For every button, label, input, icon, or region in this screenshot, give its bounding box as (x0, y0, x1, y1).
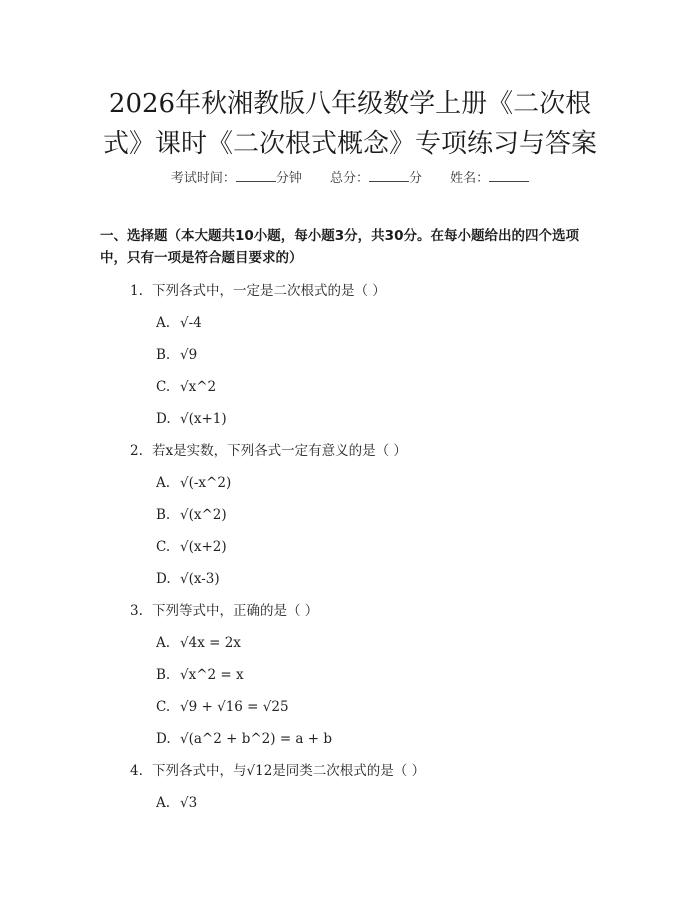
option-letter: C. (156, 699, 171, 715)
option-text: √(-x^2) (180, 475, 232, 491)
option-text: √9 (180, 347, 198, 363)
question-number: 2. (130, 443, 143, 459)
question-stem: 下列各式中，一定是二次根式的是（ ） (152, 283, 386, 299)
question-1 (130, 282, 386, 300)
q3-option-d (156, 730, 332, 748)
q3-option-a (156, 634, 241, 652)
option-letter: D. (156, 571, 171, 587)
q3-option-c (156, 698, 289, 716)
option-letter: A. (156, 795, 171, 811)
score-blank (369, 169, 409, 182)
question-stem: 下列等式中，正确的是（ ） (152, 603, 319, 619)
exam-time (171, 169, 302, 188)
q4-option-a (156, 794, 197, 812)
score-unit: 分 (409, 171, 423, 186)
score-label: 总分： (329, 171, 369, 186)
question-number: 3. (130, 603, 143, 619)
document-title (60, 84, 640, 164)
option-letter: C. (156, 539, 171, 555)
name-label: 姓名： (450, 171, 490, 186)
option-letter: D. (156, 731, 171, 747)
section-heading: 一、选择题（本大题共10小题，每小题3分，共30分。在每小题给出的四个选项中，只有一项是符合题目要求的） (100, 228, 579, 266)
name-blank (489, 169, 529, 182)
option-letter: A. (156, 475, 171, 491)
exam-name (450, 169, 529, 188)
option-text: √x^2 = x (180, 667, 244, 683)
q2-option-a (156, 474, 231, 492)
q2-option-b (156, 506, 227, 524)
option-text: √(x-3) (180, 571, 220, 587)
option-text: √(x+1) (180, 411, 227, 427)
question-number: 4. (130, 763, 143, 779)
question-3 (130, 602, 318, 620)
question-4 (130, 762, 425, 780)
q1-option-c (156, 378, 216, 396)
option-letter: B. (156, 347, 171, 363)
q2-option-d (156, 570, 220, 588)
option-text: √3 (180, 795, 198, 811)
q2-option-c (156, 538, 227, 556)
option-text: √9 + √16 = √25 (180, 699, 289, 715)
exam-score (330, 169, 422, 188)
q1-option-a (156, 314, 202, 332)
option-letter: C. (156, 379, 171, 395)
question-stem: 下列各式中，与√12是同类二次根式的是（ ） (152, 763, 426, 779)
question-number: 1. (130, 283, 143, 299)
option-letter: D. (156, 411, 171, 427)
option-letter: B. (156, 507, 171, 523)
option-text: √(x+2) (180, 539, 227, 555)
option-text: √(a^2 + b^2) = a + b (180, 731, 333, 747)
time-unit: 分钟 (275, 171, 302, 186)
option-text: √4x = 2x (180, 635, 241, 651)
option-letter: A. (156, 315, 171, 331)
option-letter: B. (156, 667, 171, 683)
time-blank (236, 169, 276, 182)
q1-option-b (156, 346, 197, 364)
exam-info (0, 169, 700, 188)
option-text: √-4 (180, 315, 202, 331)
option-text: √x^2 (180, 379, 217, 395)
title-line-2: 式》课时《二次根式概念》专项练习与答案 (102, 129, 597, 159)
option-letter: A. (156, 635, 171, 651)
q1-option-d (156, 410, 227, 428)
time-label: 考试时间： (170, 171, 236, 186)
q3-option-b (156, 666, 244, 684)
question-2 (130, 442, 407, 460)
option-text: √(x^2) (180, 507, 227, 523)
question-stem: 若x是实数，下列各式一定有意义的是（ ） (152, 443, 407, 459)
title-line-1: 2026年秋湘教版八年级数学上册《二次根 (108, 89, 592, 119)
